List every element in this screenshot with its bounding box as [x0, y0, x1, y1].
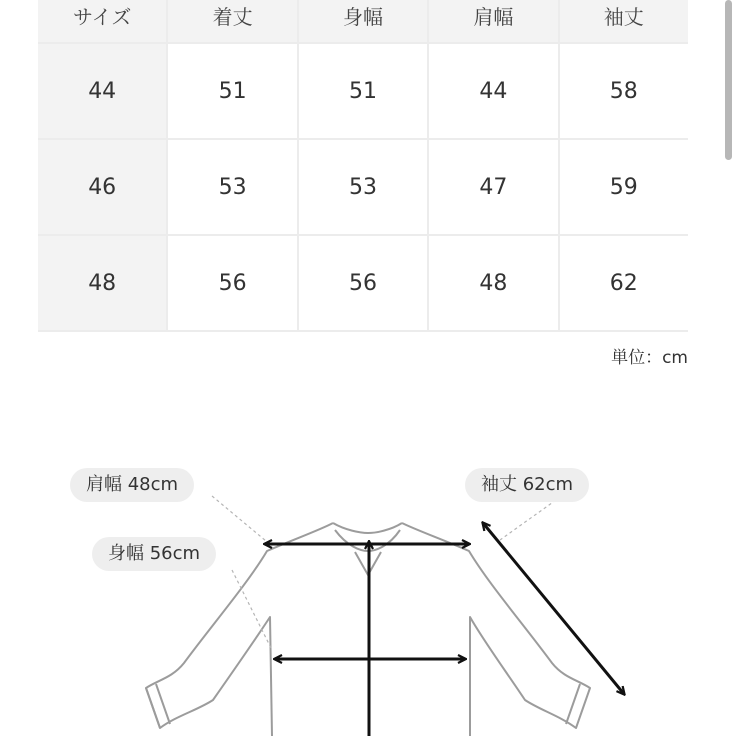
- header-sleeve: 袖丈: [560, 0, 688, 44]
- body-width-label: 身幅 56cm: [92, 537, 216, 571]
- header-length: 着丈: [168, 0, 298, 44]
- measurement-arrows: [265, 523, 624, 736]
- table-cell: 51: [299, 44, 429, 140]
- table-cell: 56: [299, 236, 429, 332]
- table-cell-size: 46: [38, 140, 168, 236]
- header-shoulder: 肩幅: [429, 0, 559, 44]
- sleeve-cuff-left: [146, 688, 160, 728]
- unit-label: 単位：cm: [611, 348, 688, 368]
- table-cell-size: 48: [38, 236, 168, 332]
- sleeve-cuff-left-inner: [156, 684, 170, 724]
- leader-shoulder: [212, 496, 266, 541]
- collar: [333, 523, 402, 533]
- table-cell: 53: [168, 140, 298, 236]
- table-cell: 51: [168, 44, 298, 140]
- leader-sleeve: [500, 500, 556, 540]
- table-cell: 44: [429, 44, 559, 140]
- table-cell: 56: [168, 236, 298, 332]
- table-cell: 48: [429, 236, 559, 332]
- table-cell: 59: [560, 140, 688, 236]
- table-cell-size: 44: [38, 44, 168, 140]
- table-cell: 53: [299, 140, 429, 236]
- table-cell: 47: [429, 140, 559, 236]
- leader-body: [232, 570, 272, 650]
- sleeve-cuff-right: [566, 684, 580, 724]
- shoulder-width-label: 肩幅 48cm: [70, 468, 194, 502]
- header-size: サイズ: [38, 0, 168, 44]
- header-chest: 身幅: [299, 0, 429, 44]
- table-cell: 58: [560, 44, 688, 140]
- table-cell: 62: [560, 236, 688, 332]
- sleeve-length-label: 袖丈 62cm: [465, 468, 589, 502]
